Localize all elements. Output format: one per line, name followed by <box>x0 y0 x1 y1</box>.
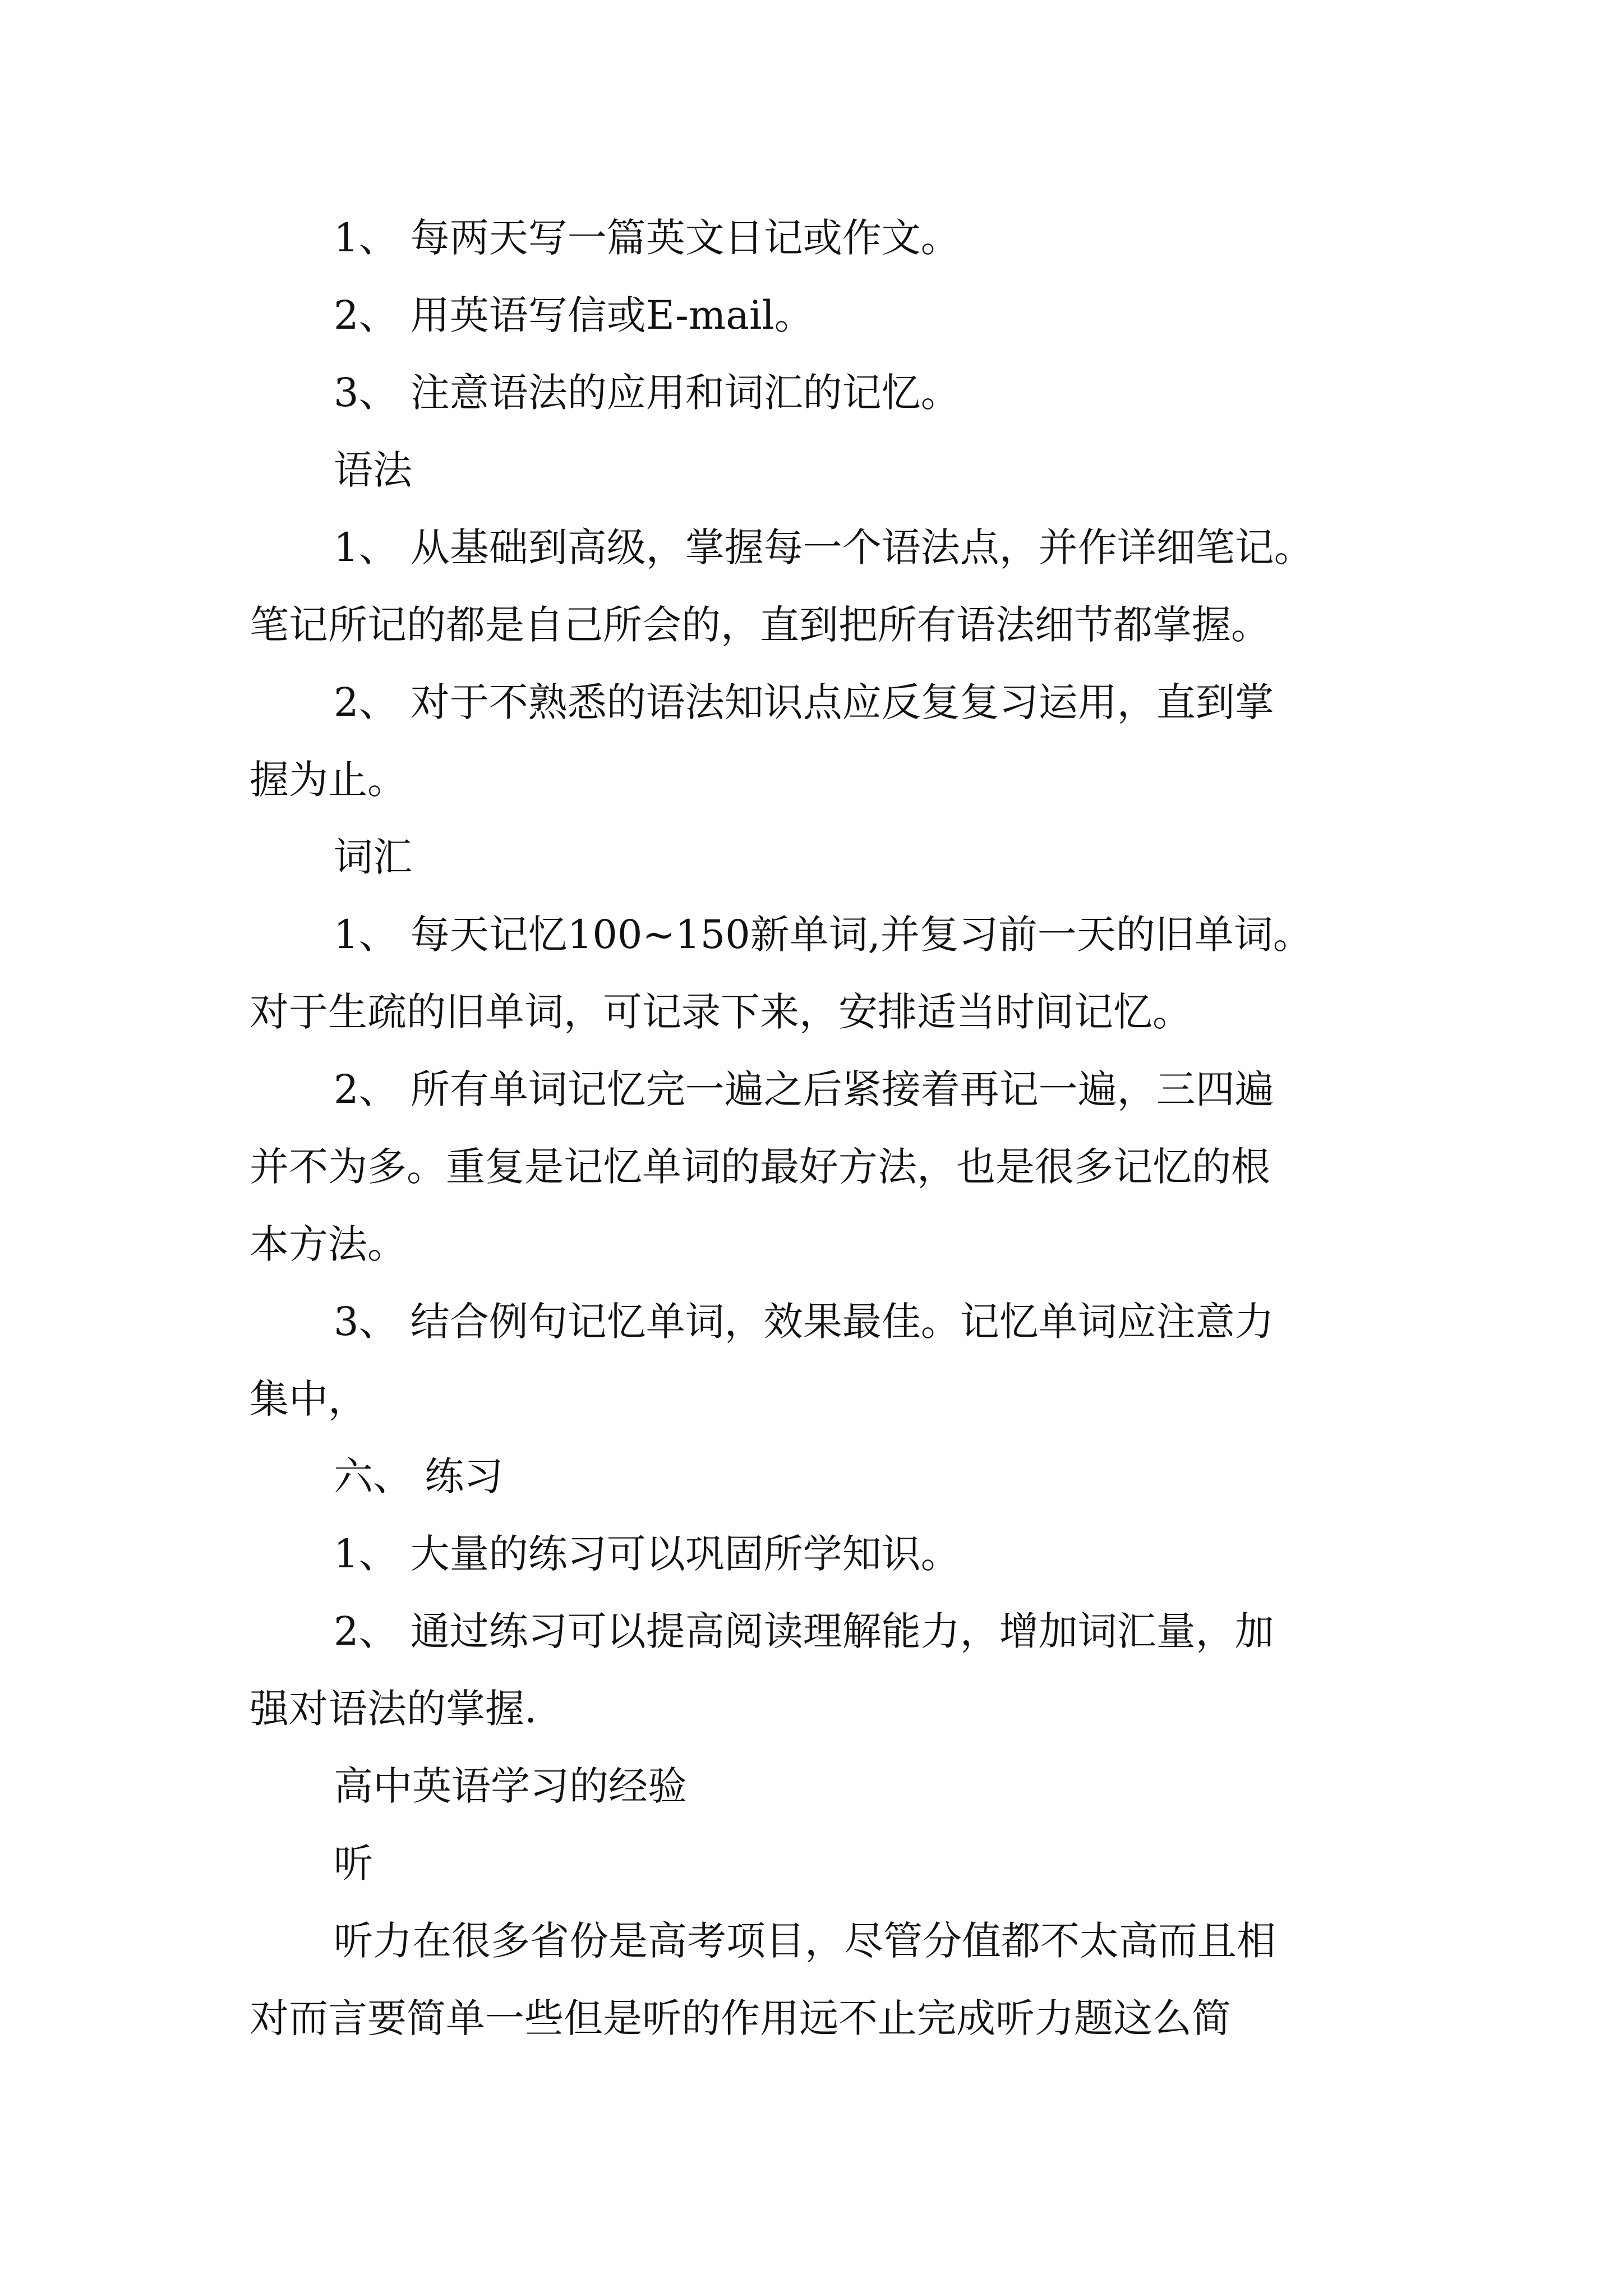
list-item <box>250 664 1377 818</box>
text-line: 六、 练习 <box>334 1453 504 1499</box>
list-item <box>250 1051 1377 1283</box>
text-line: 1、 大量的练习可以巩固所学知识。 <box>334 1531 960 1577</box>
text-line: 1、 每两天写一篇英文日记或作文。 <box>334 215 960 261</box>
text-line: 2、 对于不熟悉的语法知识点应反复复习运用，直到掌 <box>334 679 1274 725</box>
list-item <box>250 354 1377 431</box>
section-heading <box>250 1825 1377 1902</box>
list-item <box>250 509 1377 664</box>
section-heading <box>250 431 1377 509</box>
text-line: 对而言要简单一些但是听的作用远不止完成听力题这么简 <box>250 1995 1231 2041</box>
text-line: 1、 每天记忆100~150新单词,并复习前一天的旧单词。 <box>334 912 1312 958</box>
section-heading <box>250 818 1377 896</box>
text-line: 集中， <box>250 1376 367 1422</box>
text-line: 听力在很多省份是高考项目，尽管分值都不太高而且相 <box>334 1918 1276 1964</box>
list-item <box>250 199 1377 277</box>
section-heading <box>250 1438 1377 1515</box>
list-item <box>250 1515 1377 1593</box>
text-line: 强对语法的掌握. <box>250 1686 537 1732</box>
section-heading <box>250 1747 1377 1825</box>
text-line: 词汇 <box>334 834 412 880</box>
text-line: 语法 <box>334 447 412 493</box>
text-line: 听 <box>334 1841 373 1887</box>
list-item <box>250 1593 1377 1747</box>
list-item <box>250 896 1377 1051</box>
text-line: 2、 所有单词记忆完一遍之后紧接着再记一遍，三四遍 <box>334 1066 1274 1112</box>
document-body <box>250 199 1377 2057</box>
text-line: 并不为多。重复是记忆单词的最好方法，也是很多记忆的根 <box>250 1144 1270 1190</box>
text-line: 2、 通过练习可以提高阅读理解能力，增加词汇量，加 <box>334 1608 1274 1654</box>
text-line: 3、 结合例句记忆单词，效果最佳。记忆单词应注意力 <box>334 1299 1274 1345</box>
list-item <box>250 277 1377 354</box>
text-line: 笔记所记的都是自己所会的，直到把所有语法细节都掌握。 <box>250 602 1270 648</box>
list-item <box>250 1283 1377 1438</box>
text-line: 握为止。 <box>250 757 407 803</box>
body-paragraph <box>250 1902 1377 2057</box>
text-line: 高中英语学习的经验 <box>334 1763 687 1809</box>
text-line: 本方法。 <box>250 1221 407 1267</box>
text-line: 2、 用英语写信或E-mail。 <box>334 292 814 338</box>
text-line: 对于生疏的旧单词，可记录下来，安排适当时间记忆。 <box>250 989 1192 1035</box>
text-line: 3、 注意语法的应用和词汇的记忆。 <box>334 370 960 416</box>
text-line: 1、 从基础到高级，掌握每一个语法点，并作详细笔记。 <box>334 524 1313 570</box>
